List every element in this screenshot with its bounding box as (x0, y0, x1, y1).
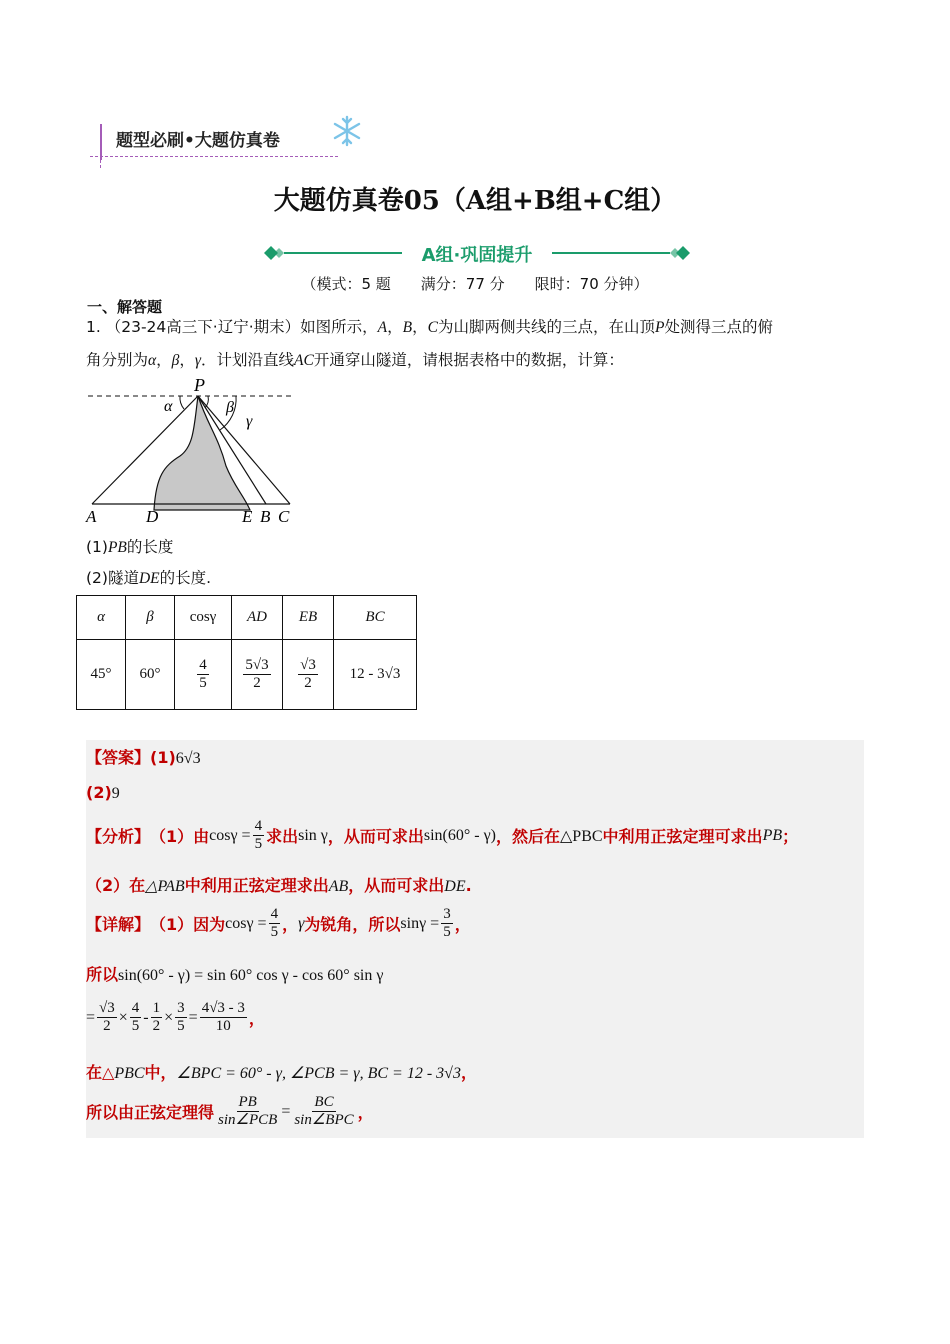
label-gamma: γ (246, 413, 253, 430)
frac-num: 5√3 (245, 657, 269, 673)
math-symbol: = (86, 1008, 96, 1026)
header-tag: 题型必刷•大题仿真卷 (116, 131, 280, 151)
frac-den: 5 (270, 924, 279, 940)
var-DE: DE (138, 570, 160, 587)
analysis-text: ，从而可求出 (327, 827, 424, 846)
analysis-line-1 (86, 818, 798, 853)
frac-num: √3 (300, 657, 316, 673)
detail-text: ， (460, 1063, 477, 1082)
header-dashed-vertical (100, 150, 101, 168)
detail-text: 为锐角，所以 (304, 915, 401, 934)
detail-text: （1）因为 (150, 915, 226, 934)
question-line-2: 角分别为α，β，γ．计划沿直线AC开通穿山隧道，请根据表格中的数据，计算： (86, 351, 624, 369)
frac-num: 4√3 - 3 (201, 1000, 245, 1016)
answer-1-value: 6√3 (175, 750, 201, 767)
frac-den: 5 (443, 924, 451, 940)
detail-text: ， (357, 1103, 374, 1122)
table-header: cosγ (175, 596, 232, 640)
math-triangle: PBC (114, 1065, 145, 1082)
detail-text: ， (454, 915, 471, 934)
table-cell-alpha: 45° (77, 640, 126, 710)
var-PB: PB (107, 539, 127, 556)
frac-den: sin∠PCB (218, 1112, 278, 1128)
math-triangle: △PAB (145, 878, 185, 895)
analysis-text: . (465, 876, 472, 895)
label-A: A (86, 507, 97, 526)
analysis-text: （1）由 (150, 827, 210, 846)
math-sin-gamma: sinγ = (400, 914, 440, 932)
frac-num: 1 (152, 1000, 161, 1016)
math-sin-expr: sin(60° - γ) (423, 826, 496, 844)
math-sin-gamma: sin γ (298, 826, 328, 844)
math-symbol: × (118, 1008, 128, 1026)
label-C: C (278, 507, 290, 526)
math-symbol: - (143, 1008, 149, 1026)
frac-den: 2 (304, 675, 312, 691)
detail-line-1 (86, 906, 471, 941)
frac-den: 5 (131, 1018, 140, 1034)
sub-question-2 (86, 566, 211, 588)
question-source: （23-24高三下·辽宁·期末） (105, 318, 301, 336)
frac-den: 5 (177, 1018, 185, 1034)
table-header: β (126, 596, 175, 640)
detail-text: 在△ (86, 1063, 115, 1082)
table-cell-bc: 12 - 3√3 (334, 640, 417, 710)
snowflake-icon (330, 114, 364, 152)
math-DE: DE (444, 878, 466, 895)
detail-text: ， (248, 1009, 265, 1028)
question-text: 角分别为 (86, 351, 149, 369)
math-expansion: sin(60° - γ) = sin 60° cos γ - cos 60° sin γ (118, 967, 384, 984)
analysis-text: 中利用正弦定理求出 (184, 876, 329, 895)
math-symbol: = (281, 1102, 291, 1120)
analysis-text: ； (782, 827, 799, 846)
answer-line-1 (86, 745, 201, 768)
var-A: A (377, 319, 388, 336)
page-title: 大题仿真卷05（A组+B组+C组） (273, 186, 677, 216)
frac-den: sin∠BPC (294, 1112, 354, 1128)
frac-num: 4 (131, 1000, 140, 1016)
frac-den: 10 (215, 1018, 231, 1034)
var-B: B (402, 319, 413, 336)
math-AB: AB (328, 878, 349, 895)
frac-num: √3 (99, 1000, 115, 1016)
math-symbol: × (164, 1008, 174, 1026)
detail-text: 所以 (86, 965, 119, 984)
var-AC: AC (294, 352, 314, 369)
math-triangle: △PBC (560, 827, 603, 845)
analysis-line-2 (86, 873, 472, 896)
header-dashed-line (90, 156, 338, 157)
sub2-prefix: (2)隧道 (86, 569, 139, 587)
frac-num: 4 (199, 657, 207, 673)
detail-text: 中， (144, 1063, 177, 1082)
math-angles: ∠BPC = 60° - γ, ∠PCB = γ, BC = 12 - 3√3 (176, 1065, 461, 1082)
banner-label: A组·巩固提升 (421, 245, 533, 266)
answer-line-2 (86, 783, 120, 803)
label-beta: β (226, 399, 234, 416)
question-text: ．计划沿直线 (201, 351, 295, 369)
var-beta: β (171, 352, 180, 369)
analysis-text: ，从而可求出 (348, 876, 445, 895)
detail-label: 【详解】 (86, 915, 151, 934)
analysis-text: 求出 (266, 827, 299, 846)
math-PB: PB (762, 826, 783, 844)
var-P: P (654, 319, 665, 336)
sub1-suffix: 的长度 (126, 538, 174, 556)
answer-1-prefix: (1) (150, 748, 176, 767)
frac-num: 3 (177, 1000, 185, 1016)
detail-text: 所以由正弦定理得 (86, 1103, 215, 1122)
var-gamma: γ (194, 352, 202, 369)
math-gamma: γ (298, 914, 305, 932)
label-D: D (146, 507, 159, 526)
question-text: 开通穿山隧道，请根据表格中的数据，计算： (313, 351, 624, 369)
detail-text: ， (282, 915, 299, 934)
sub2-suffix: 的长度. (159, 569, 212, 587)
detail-line-4 (86, 1060, 477, 1083)
section-heading: 一、解答题 (87, 298, 163, 316)
frac-num: BC (314, 1094, 334, 1110)
table-header: EB (283, 596, 334, 640)
math-cos-gamma: cosγ = (225, 914, 267, 932)
question-number: 1. (86, 318, 101, 336)
var-C: C (427, 319, 438, 336)
frac-den: 5 (199, 675, 207, 691)
label-E: E (242, 507, 253, 526)
table-cell-cos (175, 640, 232, 710)
table-header-row (77, 596, 417, 640)
frac-den: 2 (152, 1018, 161, 1034)
section-banner (262, 238, 692, 268)
mountain-figure (84, 376, 300, 526)
question-line-1: 1. （23-24高三下·辽宁·期末）如图所示，A，B，C为山脚两侧共线的三点，在山顶P处测得三点的俯 (86, 318, 773, 336)
data-table (76, 595, 417, 710)
table-cell-beta: 60° (126, 640, 175, 710)
analysis-text: 中利用正弦定理可求出 (602, 827, 763, 846)
table-cell-ad (232, 640, 283, 710)
math-symbol: = (188, 1008, 198, 1026)
detail-line-5 (86, 1094, 374, 1129)
table-header: BC (334, 596, 417, 640)
frac-den: 2 (253, 675, 261, 691)
sub1-prefix: (1) (86, 538, 108, 556)
table-header: AD (232, 596, 283, 640)
frac-den: 2 (103, 1018, 111, 1034)
table-row (77, 640, 417, 710)
sub-question-1 (86, 535, 173, 557)
detail-line-2 (86, 962, 383, 985)
frac-num: 3 (443, 906, 451, 922)
math-cos-gamma: cosγ = (209, 826, 251, 844)
table-cell-eb (283, 640, 334, 710)
label-B: B (260, 507, 271, 526)
analysis-text: （2）在 (86, 876, 146, 895)
frac-num: PB (238, 1094, 257, 1110)
question-text: 处测得三点的俯 (664, 318, 773, 336)
answer-2-prefix: (2) (86, 783, 112, 802)
detail-line-3 (86, 1000, 265, 1035)
label-alpha: α (164, 398, 173, 415)
label-P: P (194, 376, 205, 395)
frac-num: 4 (270, 906, 279, 922)
question-text: 为山脚两侧共线的三点，在山顶 (437, 318, 655, 336)
var-alpha: α (148, 352, 157, 369)
frac-den: 5 (254, 836, 263, 852)
exam-meta: （模式：5 题 满分：77 分 限时：70 分钟） (301, 275, 649, 293)
analysis-text: ，然后在 (495, 827, 560, 846)
table-header: α (77, 596, 126, 640)
answer-label: 【答案】 (86, 748, 151, 767)
frac-num: 4 (254, 818, 263, 834)
question-text: 如图所示， (300, 318, 378, 336)
answer-2-value: 9 (111, 785, 120, 802)
analysis-label: 【分析】 (86, 827, 151, 846)
